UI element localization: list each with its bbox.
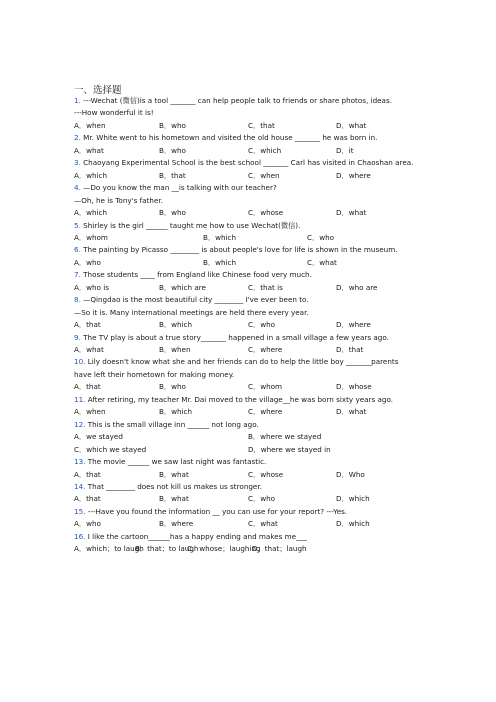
options-row: [74, 233, 434, 243]
answer-option[interactable]: D．what: [336, 208, 367, 218]
answer-option[interactable]: B．who: [159, 208, 186, 218]
question-stem: [74, 395, 393, 405]
options-row: [74, 345, 434, 355]
answer-option[interactable]: D．what: [336, 120, 367, 130]
options-row: [74, 494, 434, 504]
options-row: [74, 283, 434, 293]
answer-option[interactable]: C．where: [248, 407, 283, 417]
question-text: —Oh, he is Tony's father.: [74, 195, 163, 205]
answer-option[interactable]: D．which: [336, 519, 370, 529]
answer-option[interactable]: A．whom: [74, 232, 108, 242]
answer-option[interactable]: B．that: [159, 170, 186, 180]
answer-option[interactable]: A．that: [74, 494, 101, 504]
question-text: Mr. White went to his hometown and visited the old house _______ he was born in.: [83, 133, 378, 143]
answer-option[interactable]: C．who: [248, 494, 276, 504]
answer-option[interactable]: D．what: [336, 407, 367, 417]
answer-option[interactable]: A．who: [74, 519, 101, 529]
question-number: 6.: [74, 245, 81, 255]
question-number: 11.: [74, 394, 86, 404]
question-stem-continued: [74, 108, 154, 118]
answer-option[interactable]: D．whose: [336, 382, 372, 392]
answer-option[interactable]: C．whose；laughing: [187, 544, 261, 554]
question-text: The movie ______ we saw last night was fantastic.: [87, 457, 267, 467]
question-stem: [74, 357, 398, 367]
options-row: [74, 258, 434, 268]
answer-option[interactable]: A．who is: [74, 282, 109, 292]
options-row: [74, 432, 434, 442]
answer-option[interactable]: B．which: [203, 232, 237, 242]
question-text: Those students ____ from England like Chinese food very much.: [83, 270, 312, 280]
question-text: I like the cartoon______has a happy ending and makes me___: [87, 531, 307, 541]
answer-option[interactable]: D．where we stayed in: [248, 444, 331, 454]
question-text: This is the small village inn ______ not long ago.: [87, 419, 259, 429]
options-row: [74, 407, 434, 417]
question-stem: [74, 457, 266, 467]
answer-option[interactable]: B．which: [159, 407, 193, 417]
question-text: Shirley is the girl ______ taught me how to use Wechat(微信).: [83, 220, 301, 230]
question-stem: [74, 133, 377, 143]
question-number: 5.: [74, 220, 81, 230]
question-number: 4.: [74, 183, 81, 193]
answer-option[interactable]: B．who: [159, 145, 186, 155]
answer-option[interactable]: A．which: [74, 208, 108, 218]
question-text: —Do you know the man __is talking with our teacher?: [83, 183, 277, 193]
question-number: 2.: [74, 133, 81, 143]
options-row: [74, 146, 434, 156]
options-row: [74, 519, 434, 529]
answer-option[interactable]: C．what: [248, 519, 278, 529]
options-row: [74, 320, 434, 330]
question-number: 1.: [74, 96, 81, 105]
answer-option[interactable]: C．who: [248, 320, 276, 330]
question-text: The TV play is about a true story_______ happened in a small village a few years ago.: [83, 332, 389, 342]
question-number: 13.: [74, 457, 86, 467]
answer-option[interactable]: C．who: [307, 232, 335, 242]
question-text: Lily doesn't know what she and her friends can do to help the little boy _______parents: [87, 357, 399, 367]
answer-option[interactable]: A．we stayed: [74, 432, 123, 442]
answer-option[interactable]: A．when: [74, 407, 106, 417]
answer-option[interactable]: B．where: [159, 519, 194, 529]
section-heading: 一、选择题: [74, 85, 122, 96]
answer-option[interactable]: C．whom: [248, 382, 283, 392]
question-stem: [74, 96, 392, 106]
options-row: [74, 121, 434, 131]
question-number: 14.: [74, 481, 86, 491]
question-stem: [74, 295, 309, 305]
question-stem-continued: [74, 196, 163, 206]
question-text: have left their hometown for making money.: [74, 369, 235, 379]
answer-option[interactable]: D．which: [336, 494, 370, 504]
answer-option[interactable]: D．Who: [336, 469, 365, 479]
question-number: 12.: [74, 419, 86, 429]
answer-option[interactable]: C．whose: [248, 208, 284, 218]
answer-option[interactable]: D．it: [336, 145, 354, 155]
question-stem: [74, 221, 300, 231]
answer-option[interactable]: A．which: [74, 170, 108, 180]
answer-option[interactable]: C．which: [248, 145, 282, 155]
answer-option[interactable]: B．which: [203, 257, 237, 267]
options-row: [74, 208, 434, 218]
answer-option[interactable]: B．where we stayed: [248, 432, 322, 442]
question-text: Chaoyang Experimental School is the best school _______ Carl has visited in Chaoshan area.: [83, 158, 414, 168]
question-stem: [74, 420, 259, 430]
question-number: 10.: [74, 357, 86, 367]
question-text: ---How wonderful it is!: [74, 108, 154, 118]
answer-option[interactable]: B．what: [159, 469, 189, 479]
answer-option[interactable]: A．who: [74, 257, 101, 267]
question-text: —Qingdao is the most beautiful city ________ I've ever been to.: [83, 295, 309, 305]
answer-option[interactable]: C．what: [307, 257, 337, 267]
answer-option[interactable]: B．that；to laugh: [135, 544, 199, 554]
answer-option[interactable]: C．when: [248, 170, 280, 180]
answer-option[interactable]: B．which are: [159, 282, 206, 292]
question-number: 16.: [74, 531, 86, 541]
question-stem: [74, 507, 347, 517]
options-row: [74, 382, 434, 392]
question-text: ---Wechat (微信)is a tool _______ can help people talk to friends or share photos, ideas.: [83, 96, 392, 105]
options-row: [74, 171, 434, 181]
question-stem: [74, 333, 389, 343]
question-text: The painting by Picasso ________ is about people's love for life is shown in the museum.: [83, 245, 398, 255]
answer-option[interactable]: A．what: [74, 145, 104, 155]
answer-option[interactable]: A．that: [74, 382, 101, 392]
answer-option[interactable]: D．that；laugh: [252, 544, 307, 554]
answer-option[interactable]: C．where: [248, 345, 283, 354]
question-text: —So it is. Many international meetings are held there every year.: [74, 307, 309, 317]
options-row: [74, 470, 434, 480]
question-text: That ________ does not kill us makes us stronger.: [87, 481, 262, 491]
question-number: 8.: [74, 295, 81, 305]
answer-option[interactable]: B．which: [159, 320, 193, 330]
question-stem: [74, 532, 307, 542]
options-row: [74, 544, 434, 554]
answer-option[interactable]: B．what: [159, 494, 189, 504]
answer-option[interactable]: D．where: [336, 320, 371, 330]
question-stem: [74, 158, 413, 168]
question-number: 7.: [74, 270, 81, 280]
answer-option[interactable]: A．when: [74, 120, 106, 130]
question-stem-continued: [74, 370, 234, 380]
answer-option[interactable]: B．who: [159, 382, 186, 392]
answer-option[interactable]: A．what: [74, 345, 104, 354]
question-stem: [74, 183, 277, 193]
answer-option[interactable]: A．that: [74, 320, 101, 330]
answer-option[interactable]: C．whose: [248, 469, 284, 479]
question-number: 15.: [74, 506, 86, 516]
answer-option[interactable]: D．who are: [336, 282, 378, 292]
question-number: 3.: [74, 158, 81, 168]
question-stem-continued: [74, 308, 309, 318]
answer-option[interactable]: D．where: [336, 170, 371, 180]
question-stem: [74, 270, 312, 280]
question-stem: [74, 482, 262, 492]
question-stem: [74, 245, 397, 255]
options-row: [74, 445, 434, 455]
answer-option[interactable]: A．that: [74, 469, 101, 479]
question-text: ---Have you found the information __ you can use for your report? ---Yes.: [87, 506, 348, 516]
answer-option[interactable]: B．who: [159, 120, 186, 130]
answer-option[interactable]: C．that is: [248, 282, 283, 292]
question-number: 9.: [74, 332, 81, 342]
answer-option[interactable]: C．which we stayed: [74, 444, 147, 454]
answer-option[interactable]: D．that: [336, 345, 364, 354]
answer-option[interactable]: A．which；to laugh: [74, 544, 144, 554]
answer-option[interactable]: B．when: [159, 345, 191, 354]
question-text: After retiring, my teacher Mr. Dai moved to the village__he was born sixty years ago.: [87, 394, 394, 404]
answer-option[interactable]: C．that: [248, 120, 275, 130]
